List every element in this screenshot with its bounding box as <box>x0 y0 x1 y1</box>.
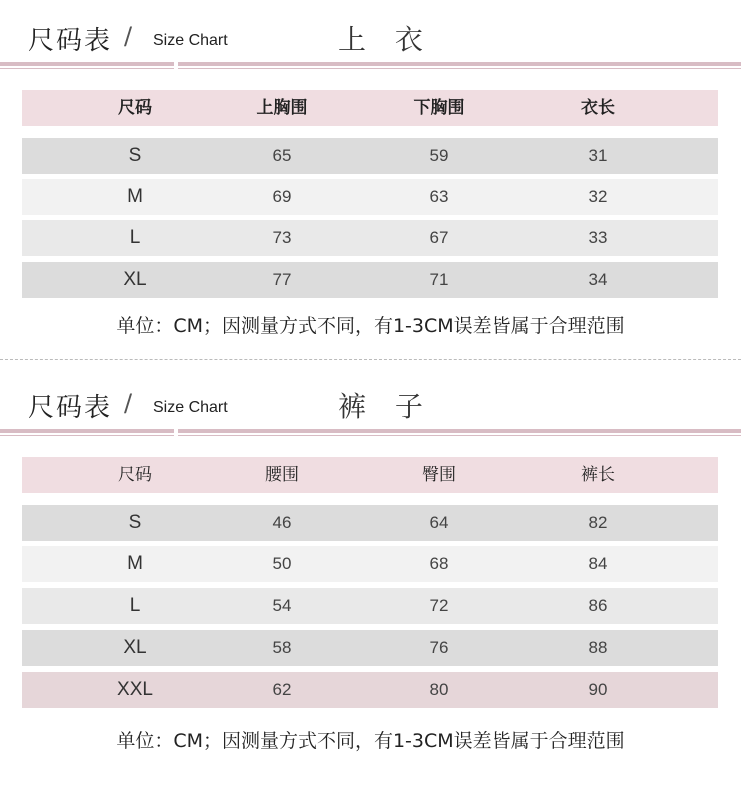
table-row <box>22 138 718 174</box>
value-cell: 62 <box>272 680 292 699</box>
header-cell: 裤长 <box>581 465 615 485</box>
value-cell: 68 <box>429 554 449 573</box>
title-rule-thin <box>0 435 741 436</box>
value-cell: 31 <box>588 146 608 165</box>
value-cell: 63 <box>429 187 449 206</box>
title-cn: 尺码表 <box>28 26 113 56</box>
table-row <box>22 672 718 708</box>
table-row <box>22 220 718 256</box>
rule-gap <box>174 61 178 69</box>
title-rule <box>0 62 741 66</box>
title-slash: / <box>124 22 133 50</box>
value-cell: 84 <box>588 554 608 573</box>
table-row <box>22 588 718 624</box>
header-cell: 尺码 <box>118 98 152 118</box>
size-cell: XL <box>123 637 147 658</box>
title-slash: / <box>124 389 133 417</box>
header-cell: 衣长 <box>581 98 615 118</box>
rule-gap <box>174 428 178 436</box>
table-row <box>22 179 718 215</box>
section-title-row <box>0 385 741 425</box>
header-cell: 臀围 <box>422 465 456 485</box>
title-en: Size Chart <box>153 32 228 49</box>
value-cell: 76 <box>429 638 449 657</box>
size-cell: M <box>127 186 143 207</box>
title-cn: 尺码表 <box>28 393 113 423</box>
table-row <box>22 546 718 582</box>
section-divider <box>0 359 741 360</box>
title-en: Size Chart <box>153 399 228 416</box>
table-row <box>22 505 718 541</box>
value-cell: 88 <box>588 638 608 657</box>
header-cell: 上胸围 <box>256 98 308 118</box>
size-cell: S <box>128 145 142 166</box>
header-cell: 尺码 <box>118 465 152 485</box>
value-cell: 34 <box>588 270 608 289</box>
value-cell: 46 <box>272 513 292 532</box>
value-cell: 50 <box>272 554 292 573</box>
value-cell: 80 <box>429 680 449 699</box>
size-cell: XXL <box>117 679 153 700</box>
size-cell: L <box>129 227 141 248</box>
title-rule <box>0 429 741 433</box>
value-cell: 59 <box>429 146 449 165</box>
value-cell: 54 <box>272 596 292 615</box>
value-cell: 86 <box>588 596 608 615</box>
header-cell: 下胸围 <box>413 98 465 118</box>
value-cell: 73 <box>272 228 292 247</box>
value-cell: 64 <box>429 513 449 532</box>
section-subtitle: 裤 子 <box>338 390 433 423</box>
section-subtitle: 上 衣 <box>338 23 433 56</box>
table-header-row <box>22 457 718 493</box>
value-cell: 90 <box>588 680 608 699</box>
size-cell: M <box>127 553 143 574</box>
title-rule-thin <box>0 68 741 69</box>
value-cell: 32 <box>588 187 608 206</box>
table-row <box>22 262 718 298</box>
size-cell: S <box>128 512 142 533</box>
value-cell: 69 <box>272 187 292 206</box>
table-header-row <box>22 90 718 126</box>
value-cell: 58 <box>272 638 292 657</box>
header-cell: 腰围 <box>265 465 299 485</box>
value-cell: 82 <box>588 513 608 532</box>
value-cell: 65 <box>272 146 292 165</box>
section-title-row <box>0 18 741 58</box>
value-cell: 67 <box>429 228 449 247</box>
size-cell: XL <box>123 269 147 290</box>
unit-note: 单位：CM；因测量方式不同，有1-3CM误差皆属于合理范围 <box>116 730 625 752</box>
value-cell: 72 <box>429 596 449 615</box>
value-cell: 71 <box>429 270 449 289</box>
table-row <box>22 630 718 666</box>
unit-note: 单位：CM；因测量方式不同，有1-3CM误差皆属于合理范围 <box>116 315 625 337</box>
value-cell: 33 <box>588 228 608 247</box>
size-cell: L <box>129 595 141 616</box>
value-cell: 77 <box>272 270 292 289</box>
